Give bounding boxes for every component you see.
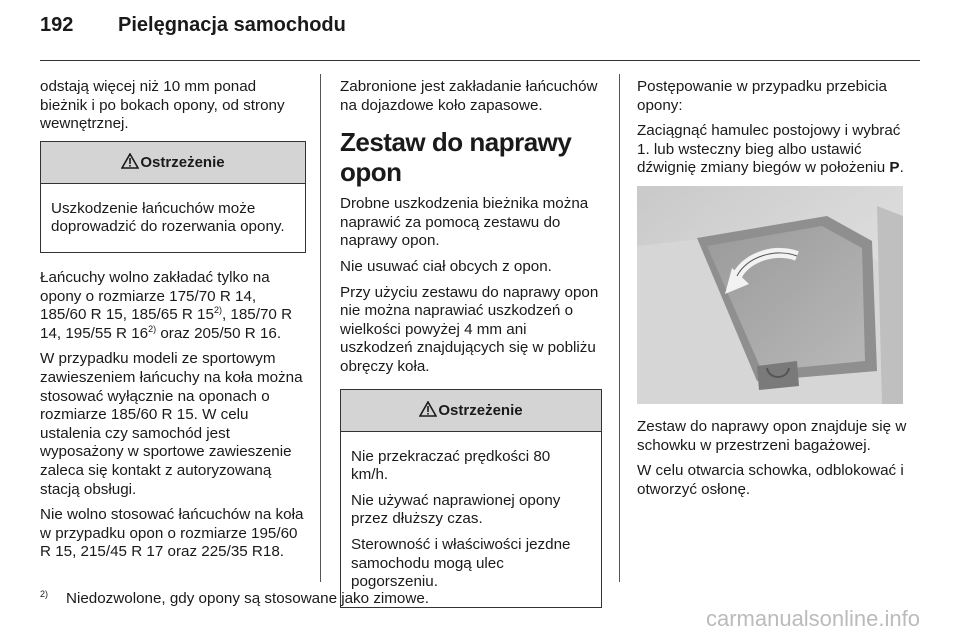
- footnote-ref: 2): [213, 305, 222, 316]
- watermark: carmanualsonline.info: [705, 606, 920, 631]
- paragraph: Przy użyciu zestawu do naprawy opon nie można naprawiać uszkodzeń o wielkości powyżej 4 mm ani uszkodzeń znajdujących się w pobliżu obręczy koła.: [340, 283, 599, 375]
- trunk-compartment-photo: [637, 186, 903, 404]
- paragraph: Postępowanie w przypadku przebicia opony:: [637, 78, 887, 114]
- page-header: [40, 14, 346, 37]
- column-1: [40, 78, 306, 569]
- column-divider: [320, 74, 321, 582]
- footnote: [40, 589, 429, 607]
- warning-title: Ostrzeżenie: [140, 153, 225, 171]
- warning-triangle-icon: [121, 153, 139, 169]
- section-heading: Zestaw do naprawy opon: [340, 127, 572, 188]
- paragraph: Nie wolno stosować łańcuchów na koła w przypadku opon o rozmiarze 195/60 R 15, 215/45 R 17 oraz 225/35 R18.: [40, 506, 304, 561]
- warning-box: [340, 389, 602, 608]
- warning-box: [40, 141, 306, 253]
- text-span: Zaciągnąć hamulec postojowy i wybrać 1. lub wsteczny bieg albo ustawić dźwignię zmiany biegów w położeniu: [637, 122, 901, 177]
- column-3: [637, 78, 907, 506]
- footnote-text: Niedozwolone, gdy opony są stosowane jako zimowe.: [66, 590, 430, 607]
- paragraph: W celu otwarcia schowka, odblokować i otworzyć osłonę.: [637, 462, 904, 498]
- text-span: Łańcuchy wolno zakładać tylko na opony o rozmiarze 175/70 R 14, 185/60 R 15, 185/65 R 15: [40, 268, 270, 324]
- page-title: Pielęgnacja samochodu: [118, 14, 346, 36]
- paragraph: Zestaw do naprawy opon znajduje się w schowku w przestrzeni bagażowej.: [637, 417, 907, 454]
- column-2: [340, 78, 602, 624]
- text-span: , 185/70 R 14, 195/55 R 16: [40, 306, 293, 342]
- text-span: .: [899, 159, 904, 177]
- warning-title: Ostrzeżenie: [438, 401, 523, 419]
- gear-position: P: [889, 159, 900, 177]
- header-rule: [40, 60, 920, 61]
- warning-body: [341, 432, 601, 607]
- paragraph: odstają więcej niż 10 mm ponad bieżnik i po bokach opony, od strony wewnętrznej.: [40, 78, 285, 133]
- warning-header: [41, 142, 305, 184]
- text-span: oraz 205/50 R 16.: [156, 324, 282, 342]
- warning-body: [41, 184, 305, 252]
- paragraph: Zabronione jest zakładanie łańcuchów na dojazdowe koło zapasowe.: [340, 78, 598, 114]
- trunk-illustration: [637, 186, 903, 404]
- paragraph: [40, 269, 306, 343]
- warning-text: Sterowność i właściwości jezdne samochodu mogą ulec pogorszeniu.: [351, 535, 571, 591]
- warning-text: Nie przekraczać prędkości 80 km/h.: [351, 447, 551, 484]
- warning-triangle-icon: [419, 401, 437, 417]
- page-number: 192: [40, 14, 74, 36]
- paragraph: [637, 122, 907, 178]
- warning-text: Nie używać naprawionej opony przez dłuższy czas.: [351, 491, 561, 528]
- paragraph: W przypadku modeli ze sportowym zawieszeniem łańcuchy na koła można stosować wyłącznie na oponach o rozmiarze 185/60 R 15. W celu ustalenia czy samochód jest wyposażony w sportowe zawieszenie zaleca się kontakt z autoryzowaną stacją obsługi.: [40, 350, 303, 498]
- paragraph: Drobne uszkodzenia bieżnika można naprawić za pomocą zestawu do naprawy opon.: [340, 195, 589, 250]
- footnote-ref: 2): [148, 323, 157, 334]
- warning-text: Uszkodzenie łańcuchów może doprowadzić do rozerwania opony.: [51, 199, 285, 236]
- column-divider: [619, 74, 620, 582]
- footnote-mark: 2): [40, 589, 49, 599]
- paragraph: Nie usuwać ciał obcych z opon.: [340, 257, 552, 275]
- warning-header: [341, 390, 601, 432]
